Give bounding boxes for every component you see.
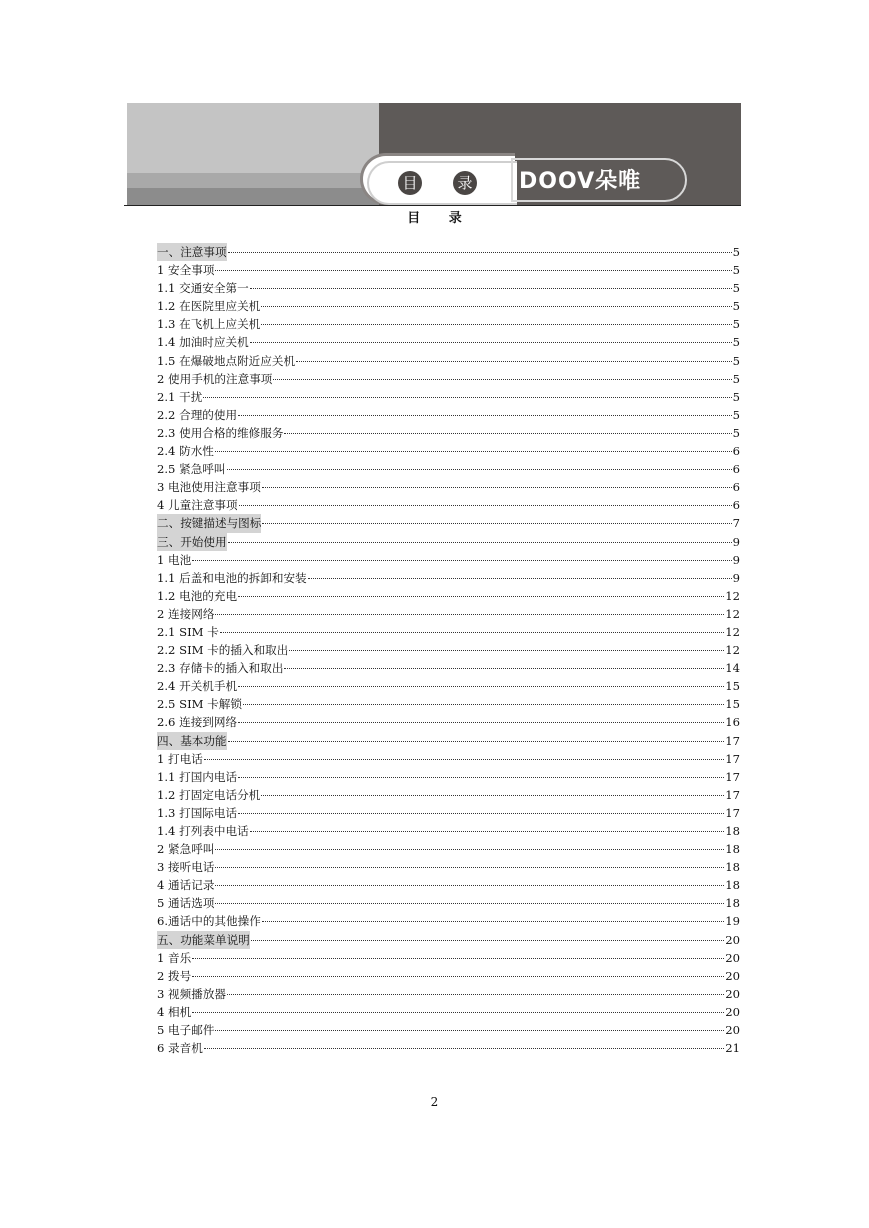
toc-entry[interactable] <box>157 840 740 858</box>
toc-entry-label: 1 打电话 <box>157 751 203 766</box>
toc-entry-label: 2.1 SIM 卡 <box>157 624 219 639</box>
toc-dot-leader <box>238 686 724 687</box>
toc-entry[interactable] <box>157 424 740 442</box>
header-rule <box>124 205 741 206</box>
toc-entry[interactable] <box>157 297 740 315</box>
toc-entry[interactable] <box>157 695 740 713</box>
toc-dot-leader <box>238 415 732 416</box>
toc-entry-label: 1.1 交通安全第一 <box>157 281 249 296</box>
toc-entry-label: 1 安全事项 <box>157 263 215 278</box>
toc-entry-label: 2 使用手机的注意事项 <box>157 371 273 386</box>
toc-entry-page: 5 <box>732 425 740 440</box>
toc-entry-page: 12 <box>725 588 740 603</box>
toc-entry-page: 9 <box>732 552 740 567</box>
toc-entry[interactable] <box>157 460 740 478</box>
toc-entry-page: 5 <box>732 389 740 404</box>
toc-dot-leader <box>238 722 724 723</box>
toc-section-entry[interactable] <box>157 514 740 532</box>
toc-entry-page: 12 <box>725 643 740 658</box>
toc-dot-leader <box>238 777 724 778</box>
toc-entry-page: 6 <box>732 498 740 513</box>
toc-dot-leader <box>261 795 724 796</box>
toc-entry[interactable] <box>157 569 740 587</box>
toc-entry-page: 5 <box>732 299 740 314</box>
toc-entry-label: 3 接听电话 <box>157 860 215 875</box>
banner-char-lu: 录 <box>453 171 477 195</box>
toc-entry-page: 20 <box>725 968 740 983</box>
toc-entry-label: 1 电池 <box>157 552 192 567</box>
toc-dot-leader <box>308 578 732 579</box>
toc-entry-label: 五、功能菜单说明 <box>157 931 250 949</box>
toc-dot-leader <box>262 921 724 922</box>
toc-entry[interactable] <box>157 804 740 822</box>
toc-entry[interactable] <box>157 551 740 569</box>
toc-dot-leader <box>251 940 724 941</box>
brand-logo: DOOV朵唯 <box>519 169 642 194</box>
toc-entry-label: 2.4 防水性 <box>157 444 214 459</box>
toc-entry-label: 2.6 连接到网络 <box>157 715 238 730</box>
toc-entry-label: 三、开始使用 <box>157 533 227 551</box>
toc-entry[interactable] <box>157 750 740 768</box>
toc-entry-page: 9 <box>732 570 740 585</box>
toc-dot-leader <box>228 741 725 742</box>
toc-entry[interactable] <box>157 352 740 370</box>
toc-entry-label: 1.1 打国内电话 <box>157 769 238 784</box>
toc-entry-page: 17 <box>725 805 740 820</box>
toc-entry-page: 18 <box>725 896 740 911</box>
toc-entry-page: 9 <box>732 534 740 549</box>
toc-entry-page: 17 <box>725 787 740 802</box>
toc-dot-leader <box>261 306 731 307</box>
toc-entry-label: 6 录音机 <box>157 1041 203 1056</box>
toc-dot-leader <box>192 958 724 959</box>
toc-entry-label: 2.2 SIM 卡的插入和取出 <box>157 643 289 658</box>
toc-entry[interactable] <box>157 496 740 514</box>
toc-entry-page: 5 <box>732 371 740 386</box>
toc-entry-page: 5 <box>732 407 740 422</box>
toc-dot-leader <box>215 614 724 615</box>
toc-entry-label: 2 拨号 <box>157 968 192 983</box>
toc-entry-page: 5 <box>732 353 740 368</box>
toc-entry[interactable] <box>157 858 740 876</box>
toc-entry-page: 17 <box>725 733 740 748</box>
toc-entry-label: 3 电池使用注意事项 <box>157 480 261 495</box>
toc-entry-page: 5 <box>732 263 740 278</box>
toc-entry-label: 4 通话记录 <box>157 878 215 893</box>
toc-section-entry[interactable] <box>157 931 740 949</box>
toc-entry-label: 1.3 在飞机上应关机 <box>157 317 261 332</box>
toc-entry[interactable] <box>157 442 740 460</box>
toc-entry-label: 6.通话中的其他操作 <box>157 914 261 929</box>
toc-dot-leader <box>227 994 724 995</box>
toc-entry-label: 4 相机 <box>157 1004 192 1019</box>
toc-dot-leader <box>204 1048 724 1049</box>
banner-mid-stripe <box>127 173 379 188</box>
toc-entry[interactable] <box>157 949 740 967</box>
toc-dot-leader <box>273 379 731 380</box>
toc-entry-page: 18 <box>725 842 740 857</box>
toc-section-entry[interactable] <box>157 243 740 261</box>
toc-entry-label: 2.2 合理的使用 <box>157 407 238 422</box>
toc-entry[interactable] <box>157 370 740 388</box>
toc-entry-page: 5 <box>732 245 740 259</box>
banner-dark-stripe <box>127 188 379 205</box>
toc-dot-leader <box>192 560 731 561</box>
toc-entry-label: 1.2 打固定电话分机 <box>157 787 261 802</box>
toc-dot-leader <box>296 361 732 362</box>
toc-entry-label: 四、基本功能 <box>157 732 227 750</box>
toc-entry-page: 17 <box>725 751 740 766</box>
toc-entry-label: 2.5 紧急呼叫 <box>157 462 226 477</box>
toc-list <box>157 243 740 1057</box>
toc-entry[interactable] <box>157 587 740 605</box>
toc-dot-leader <box>262 523 731 524</box>
toc-entry-label: 2.5 SIM 卡解锁 <box>157 697 242 712</box>
banner-char-mu: 目 <box>398 171 422 195</box>
toc-entry-page: 6 <box>732 462 740 477</box>
header-banner <box>127 103 741 205</box>
toc-dot-leader <box>250 342 732 343</box>
toc-section-entry[interactable] <box>157 732 740 750</box>
toc-entry[interactable] <box>157 478 740 496</box>
toc-entry-page: 15 <box>725 697 740 712</box>
toc-entry[interactable] <box>157 912 740 930</box>
toc-dot-leader <box>215 1030 724 1031</box>
toc-entry-label: 一、注意事项 <box>157 243 227 261</box>
toc-entry[interactable] <box>157 659 740 677</box>
toc-dot-leader <box>238 596 724 597</box>
toc-entry[interactable] <box>157 985 740 1003</box>
toc-entry-label: 2.3 存储卡的插入和取出 <box>157 661 284 676</box>
toc-dot-leader <box>284 433 731 434</box>
toc-entry[interactable] <box>157 677 740 695</box>
banner-title-pill-inner <box>367 161 517 205</box>
toc-dot-leader <box>243 704 724 705</box>
toc-entry-page: 20 <box>725 932 740 947</box>
toc-entry[interactable] <box>157 261 740 279</box>
toc-dot-leader <box>203 397 731 398</box>
toc-entry[interactable] <box>157 713 740 731</box>
toc-dot-leader <box>215 867 724 868</box>
toc-dot-leader <box>220 632 724 633</box>
toc-dot-leader <box>192 1012 724 1013</box>
toc-entry-page: 15 <box>725 679 740 694</box>
toc-entry-page: 20 <box>725 1023 740 1038</box>
toc-dot-leader <box>215 270 731 271</box>
toc-entry[interactable] <box>157 768 740 786</box>
toc-entry-label: 1.2 电池的充电 <box>157 588 238 603</box>
toc-entry-label: 3 视频播放器 <box>157 986 227 1001</box>
toc-entry-label: 5 电子邮件 <box>157 1023 215 1038</box>
toc-entry-label: 1 音乐 <box>157 950 192 965</box>
toc-dot-leader <box>238 813 724 814</box>
toc-entry-page: 5 <box>732 335 740 350</box>
toc-dot-leader <box>289 650 724 651</box>
toc-entry-page: 20 <box>725 986 740 1001</box>
toc-entry-page: 16 <box>725 715 740 730</box>
toc-entry[interactable] <box>157 279 740 297</box>
toc-dot-leader <box>250 831 725 832</box>
toc-dot-leader <box>261 324 731 325</box>
toc-entry[interactable] <box>157 1039 740 1057</box>
toc-entry-page: 17 <box>725 769 740 784</box>
toc-entry-page: 18 <box>725 860 740 875</box>
toc-entry[interactable] <box>157 605 740 623</box>
toc-entry-label: 2 紧急呼叫 <box>157 842 215 857</box>
toc-entry-label: 5 通话选项 <box>157 896 215 911</box>
toc-dot-leader <box>192 976 724 977</box>
toc-entry-page: 18 <box>725 878 740 893</box>
toc-entry-label: 2.1 干扰 <box>157 389 203 404</box>
page-number: 2 <box>430 1095 439 1109</box>
toc-dot-leader <box>284 668 724 669</box>
toc-entry-label: 4 儿童注意事项 <box>157 498 238 513</box>
toc-dot-leader <box>239 505 732 506</box>
toc-entry-page: 20 <box>725 950 740 965</box>
toc-entry-label: 1.4 打列表中电话 <box>157 824 249 838</box>
toc-entry-label: 1.4 加油时应关机 <box>157 335 249 350</box>
toc-entry-page: 14 <box>725 661 740 676</box>
toc-entry-label: 2.3 使用合格的维修服务 <box>157 425 284 440</box>
toc-entry-page: 12 <box>725 606 740 621</box>
toc-entry-label: 1.5 在爆破地点附近应关机 <box>157 353 296 368</box>
toc-entry[interactable] <box>157 1003 740 1021</box>
toc-entry-label: 1.1 后盖和电池的拆卸和安装 <box>157 570 307 585</box>
toc-entry[interactable] <box>157 333 740 351</box>
toc-dot-leader <box>215 885 724 886</box>
banner-light-block <box>127 103 379 173</box>
toc-title: 目 录 <box>407 211 462 226</box>
toc-entry[interactable] <box>157 967 740 985</box>
toc-dot-leader <box>227 469 732 470</box>
toc-entry[interactable] <box>157 641 740 659</box>
toc-entry-page: 18 <box>725 824 740 838</box>
toc-entry-page: 6 <box>732 444 740 459</box>
toc-dot-leader <box>204 759 724 760</box>
toc-entry[interactable] <box>157 876 740 894</box>
toc-entry[interactable] <box>157 406 740 424</box>
toc-entry-label: 2 连接网络 <box>157 606 215 621</box>
toc-entry-page: 5 <box>732 281 740 296</box>
toc-entry[interactable] <box>157 315 740 333</box>
toc-entry[interactable] <box>157 822 740 840</box>
toc-entry-label: 1.3 打国际电话 <box>157 805 238 820</box>
toc-entry-page: 20 <box>725 1004 740 1019</box>
toc-dot-leader <box>250 288 732 289</box>
toc-dot-leader <box>228 542 732 543</box>
toc-entry-page: 5 <box>732 317 740 332</box>
toc-dot-leader <box>215 903 724 904</box>
toc-entry-page: 12 <box>725 624 740 639</box>
toc-entry[interactable] <box>157 894 740 912</box>
toc-dot-leader <box>215 451 732 452</box>
toc-dot-leader <box>262 487 732 488</box>
toc-section-entry[interactable] <box>157 533 740 551</box>
toc-entry[interactable] <box>157 623 740 641</box>
toc-entry-label: 1.2 在医院里应关机 <box>157 299 261 314</box>
toc-entry[interactable] <box>157 1021 740 1039</box>
toc-entry[interactable] <box>157 388 740 406</box>
toc-entry-page: 19 <box>725 914 740 929</box>
toc-dot-leader <box>228 252 732 253</box>
toc-entry-page: 7 <box>732 516 740 531</box>
toc-entry-label: 2.4 开关机手机 <box>157 679 238 694</box>
toc-entry-label: 二、按键描述与图标 <box>157 514 261 532</box>
toc-entry[interactable] <box>157 786 740 804</box>
toc-dot-leader <box>215 849 724 850</box>
toc-entry-page: 6 <box>732 480 740 495</box>
toc-entry-page: 21 <box>725 1041 740 1056</box>
